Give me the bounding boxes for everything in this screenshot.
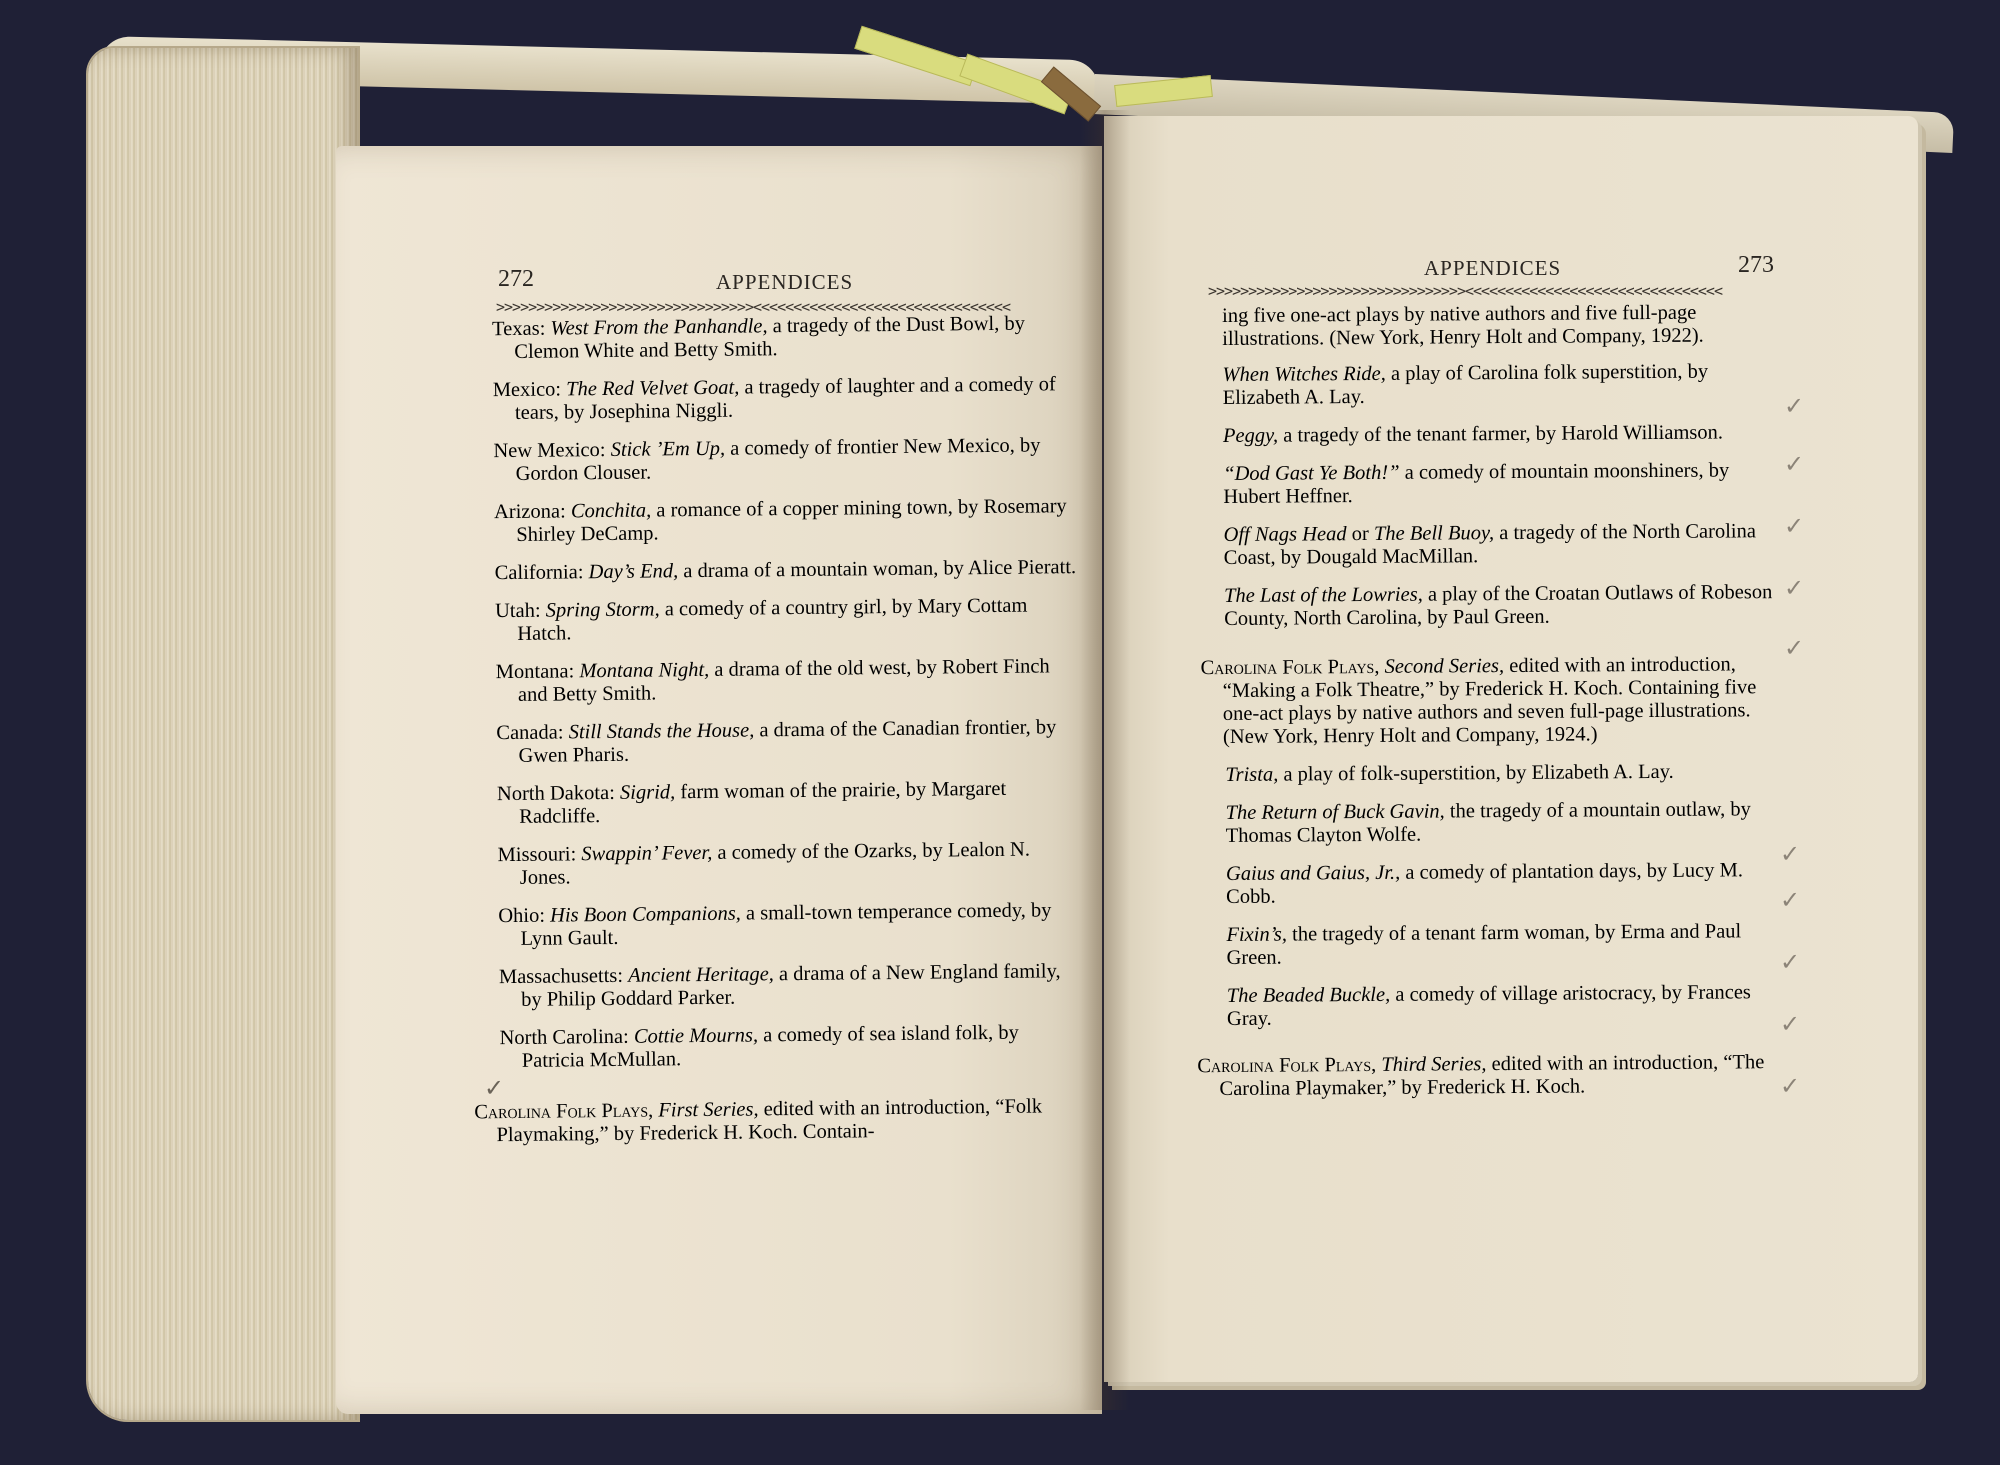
play-entry xyxy=(1224,581,1782,631)
second-series-entry xyxy=(1200,653,1783,749)
entry-place: Missouri: xyxy=(497,843,582,867)
entry-place: Arizona: xyxy=(493,500,572,524)
play-title: The Last of the Lowries, xyxy=(1223,583,1423,607)
appendix-entry xyxy=(496,716,1082,768)
play-connector: or xyxy=(1346,522,1375,546)
play-description: a play of the Croatan Outlaws of Robeson County, North Carolina, by Paul Green. xyxy=(1224,581,1773,630)
series-description: edited with an introduction, “Folk Playmaking,” by Frederick H. Koch. Contain- xyxy=(496,1095,1043,1147)
margin-check-mark: ✓ xyxy=(1784,574,1805,602)
entry-description: a drama of a New England family, by Philip Goddard Parker. xyxy=(521,960,1061,1011)
left-margin-check-mark: ✓ xyxy=(484,1074,505,1102)
entry-play-title: Stick ’Em Up, xyxy=(610,437,726,461)
appendix-entry xyxy=(497,838,1084,890)
play-title: Off Nags Head xyxy=(1223,523,1347,546)
appendix-entry xyxy=(498,960,1085,1012)
margin-check-mark: ✓ xyxy=(1780,840,1801,868)
entry-play-title: Ancient Heritage, xyxy=(628,963,774,987)
page-stack-edges xyxy=(88,48,358,1420)
entry-play-title: Swappin’ Fever, xyxy=(581,841,713,866)
series-name: Carolina Folk Plays, xyxy=(1200,655,1380,680)
play-description: a play of Carolina folk superstition, by Elizabeth A. Lay. xyxy=(1222,360,1709,409)
entry-description: farm woman of the prairie, by Margaret Radcliffe. xyxy=(519,777,1007,828)
play-entry xyxy=(1222,360,1780,410)
margin-check-mark: ✓ xyxy=(1780,1010,1801,1038)
appendix-entry xyxy=(493,434,1079,486)
appendix-entry xyxy=(494,556,1081,585)
left-page-header: APPENDICES xyxy=(716,270,854,294)
series-title: Second Series, xyxy=(1384,655,1505,678)
series-description: edited with an introduction, “Making a Folk Theatre,” by Frederick H. Koch. Containing five one-act plays by native authors and seven full-page illustrations. (New York, Henry Holt and Company, 1924.) xyxy=(1222,653,1757,749)
entry-description: a tragedy of the Dust Bowl, by Clemon White and Betty Smith. xyxy=(514,312,1026,363)
margin-check-mark: ✓ xyxy=(1780,1072,1801,1100)
entry-place: Ohio: xyxy=(498,904,551,928)
play-entry xyxy=(1226,920,1784,970)
series-name: Carolina Folk Plays, xyxy=(474,1099,654,1124)
series-description: edited with an introduction, “The Carolina Playmaker,” by Frederick H. Koch. xyxy=(1219,1051,1765,1101)
play-title: Gaius and Gaius, Jr., xyxy=(1225,861,1401,885)
appendix-entry xyxy=(498,899,1084,951)
entry-description: a drama of the old west, by Robert Finch and Betty Smith. xyxy=(517,655,1050,706)
left-page-number: 272 xyxy=(498,266,534,292)
entry-play-title: The Red Velvet Goat, xyxy=(566,376,740,401)
margin-check-mark: ✓ xyxy=(1784,634,1805,662)
right-page-number: 273 xyxy=(1738,252,1774,278)
entry-play-title: Sigrid, xyxy=(619,781,676,804)
series-title: First Series, xyxy=(658,1098,759,1122)
entry-play-title: Cottie Mourns, xyxy=(633,1024,759,1048)
entry-place: California: xyxy=(494,561,589,585)
third-series-entry xyxy=(1197,1051,1785,1101)
play-title: When Witches Ride, xyxy=(1222,362,1386,386)
entry-play-title: West From the Panhandle, xyxy=(550,315,768,340)
play-description: a comedy of mountain moonshiners, by Hubert Heffner. xyxy=(1223,459,1730,508)
entry-place: New Mexico: xyxy=(493,438,611,463)
entry-description: a comedy of sea island folk, by Patricia McMullan. xyxy=(521,1021,1019,1072)
entry-place: Utah: xyxy=(494,599,546,623)
play-description: a comedy of village aristocracy, by Frances Gray. xyxy=(1226,981,1751,1030)
margin-check-mark: ✓ xyxy=(1784,392,1805,420)
entry-description: a drama of a mountain woman, by Alice Pieratt. xyxy=(678,556,1077,583)
left-page-entries xyxy=(474,312,1087,1162)
play-title: The Return of Buck Gavin, xyxy=(1225,800,1445,824)
play-alt-title: The Bell Buoy, xyxy=(1373,522,1495,545)
appendix-entry xyxy=(495,655,1082,707)
entry-place: Mexico: xyxy=(492,378,567,402)
entry-place: Montana: xyxy=(495,660,580,684)
margin-check-mark: ✓ xyxy=(1784,450,1805,478)
play-entry xyxy=(1223,459,1781,509)
entry-play-title: Conchita, xyxy=(570,499,652,523)
entry-description: a small-town temperance comedy, by Lynn Gault. xyxy=(520,899,1052,950)
play-entry xyxy=(1224,520,1782,570)
play-title: The Beaded Buckle, xyxy=(1226,983,1391,1007)
appendix-entry xyxy=(492,373,1079,425)
entry-place: Massachusetts: xyxy=(498,964,629,989)
right-page-rule: >>>>>>>>>>>>>>>>>>>>>>>>>>>>>>>><<<<<<<<<<<<<<<<<<<<<<<<<<<<<<<< xyxy=(1208,282,1722,300)
series-name: Carolina Folk Plays, xyxy=(1197,1053,1377,1078)
play-entry xyxy=(1227,981,1785,1031)
play-entry xyxy=(1223,421,1781,448)
entry-play-title: Still Stands the House, xyxy=(568,719,755,744)
entry-description: a comedy of the Ozarks, by Lealon N. Jones. xyxy=(519,838,1031,889)
play-description: a tragedy of the North Carolina Coast, by Dougald MacMillan. xyxy=(1223,520,1756,569)
appendix-entry xyxy=(494,594,1081,646)
spine-shadow xyxy=(1080,110,1130,1410)
appendix-entry xyxy=(493,495,1080,547)
first-series-continuation: ing five one-act plays by native authors and five full-page illustrations. (New York, Henry Holt and Company, 1922). xyxy=(1222,301,1704,350)
entry-description: a comedy of frontier New Mexico, by Gordon Clouser. xyxy=(515,434,1041,485)
margin-check-mark: ✓ xyxy=(1780,948,1801,976)
entry-play-title: Day’s End, xyxy=(588,560,679,584)
appendix-entry xyxy=(496,777,1083,829)
series-title: Third Series, xyxy=(1381,1053,1487,1076)
entry-place: North Carolina: xyxy=(499,1025,635,1050)
first-series-entry xyxy=(474,1095,1086,1147)
play-title: “Dod Gast Ye Both!” xyxy=(1223,461,1400,485)
play-description: a comedy of plantation days, by Lucy M. Cobb. xyxy=(1226,859,1744,908)
right-page-entries xyxy=(1197,301,1786,1116)
entry-play-title: Spring Storm, xyxy=(545,598,660,622)
left-page-rule: >>>>>>>>>>>>>>>>>>>>>>>>>>>>>>>><<<<<<<<<<<<<<<<<<<<<<<<<<<<<<<< xyxy=(496,298,1010,316)
entry-place: Canada: xyxy=(496,721,569,745)
play-description: the tragedy of a mountain outlaw, by Thomas Clayton Wolfe. xyxy=(1225,798,1751,847)
play-description: the tragedy of a tenant farm woman, by Erma and Paul Green. xyxy=(1226,920,1742,969)
entry-play-title: Montana Night, xyxy=(579,658,710,683)
entry-play-title: His Boon Companions, xyxy=(549,902,741,927)
play-title: Fixin’s, xyxy=(1226,923,1288,946)
play-entry xyxy=(1225,798,1783,848)
play-description: a tragedy of the tenant farmer, by Harold Williamson. xyxy=(1278,421,1724,447)
play-entry xyxy=(1225,760,1783,787)
entry-place: North Dakota: xyxy=(496,781,621,806)
margin-check-mark: ✓ xyxy=(1784,512,1805,540)
right-page-header: APPENDICES xyxy=(1424,256,1562,280)
entry-description: a drama of the Canadian frontier, by Gwen Pharis. xyxy=(518,716,1057,767)
entry-description: a comedy of a country girl, by Mary Cottam Hatch. xyxy=(517,594,1028,645)
appendix-entry xyxy=(492,312,1078,364)
margin-check-mark: ✓ xyxy=(1780,886,1801,914)
entry-description: a tragedy of laughter and a comedy of tears, by Josephina Niggli. xyxy=(514,373,1056,424)
appendix-entry xyxy=(499,1021,1085,1073)
play-title: Trista, xyxy=(1225,763,1279,786)
entry-place: Texas: xyxy=(492,317,551,341)
play-entry xyxy=(1226,859,1784,909)
play-description: a play of folk-superstition, by Elizabeth A. Lay. xyxy=(1278,760,1674,786)
entry-description: a romance of a copper mining town, by Rosemary Shirley DeCamp. xyxy=(516,495,1067,546)
play-title: Peggy, xyxy=(1222,424,1279,447)
